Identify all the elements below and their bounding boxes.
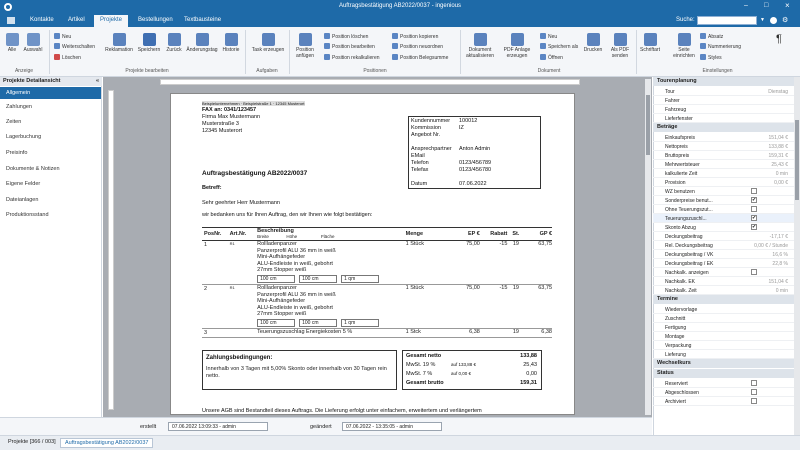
position-reorder-icon [392,43,398,49]
desc-line: Mini-Aufhängefeder [257,254,306,260]
property-row[interactable] [653,133,800,142]
total-label: Gesamt netto [406,353,442,359]
property-label: Lieferfenster [665,116,693,122]
checkbox[interactable] [751,389,757,395]
payment-text: Innerhalb von 3 Tagen mit 5,00% Skonto oder innerhalb von 30 Tagen rein netto. [206,366,387,379]
info-key: Datum [411,181,428,187]
col-hoehe: Höhe [286,234,298,239]
info-value: 0123/456789 [459,160,492,166]
document-page[interactable] [170,93,575,415]
payment-title: Zahlungsbedingungen: [206,355,273,361]
desc-line: ALU-Endleiste in weiß, gebohrt [257,304,333,311]
cell-desc [257,285,405,329]
position-edit-icon [324,43,330,49]
table-row[interactable] [202,241,552,285]
property-value: 151,04 € [768,279,788,285]
info-key: EMail [411,153,425,159]
right-pane-scrollbar-thumb[interactable] [795,120,799,200]
nav-allgemein[interactable]: Allgemein [0,87,101,99]
property-label: Bruttopreis [665,153,690,159]
paragraph-icon [700,33,706,39]
group-label-einstellungen: Einstellungen [702,68,733,74]
position-anfuegen-button[interactable]: Position anfügen [290,33,320,59]
tab-kontakte[interactable]: Kontakte [30,17,54,23]
section-betraege[interactable]: Beträge [653,123,800,132]
position-rekalkulieren-button[interactable]: Position rekalkulieren [324,54,380,61]
recipient-line: Firma Max Mustermann [202,114,261,120]
desc-line: Rollladenpanzer [257,241,297,247]
document-scrollbar-thumb[interactable] [646,95,650,155]
cell-gp: 63,75 [538,241,552,247]
property-value: 0,00 € / Stunde [754,243,788,249]
nummerierung-button[interactable]: Nummerierung [700,43,741,50]
checkbox-checked[interactable]: ✔ [752,197,757,203]
alle-button[interactable]: Alle [3,33,21,53]
pdf-anlage-button[interactable]: PDF Anlage erzeugen [500,33,534,59]
cell-st: 19 [512,329,519,335]
property-row[interactable] [653,379,800,388]
group-label-dokument: Dokument [537,68,561,74]
property-row[interactable] [653,151,800,160]
page-setup-icon [678,33,691,46]
property-label: Einkaufspreis [665,135,696,141]
property-label: Fahrer [665,98,680,104]
col-gp: GP € [539,231,552,237]
cell-pos: 3 [204,330,208,336]
tab-textbausteine[interactable]: Textbausteine [184,17,222,23]
property-row[interactable] [653,341,800,350]
footer-text: Unsere AGB sind Bestandteil dieses Auftrags. Die Lieferung erfolgt unter einfachem, erweitertem und verlängertem [202,408,482,414]
position-copy-icon [392,33,398,39]
desc-line: Panzerprofil ALU 36 mm in weiß [257,291,336,298]
checkbox[interactable] [751,269,757,275]
close-icon[interactable]: × [785,1,790,10]
forward-icon [54,43,60,49]
property-label: Deckungsbeitrag / VK [665,252,714,258]
property-row[interactable] [653,305,800,314]
position-neuordnen-button[interactable]: Position neuordnen [392,43,443,50]
cell-art [230,329,258,338]
property-row[interactable] [653,286,800,295]
property-value: -17,17 € [769,234,788,240]
cell-menge: 1 Stck [405,329,421,335]
speichern-button[interactable]: Speichern [136,33,162,53]
help-icon[interactable] [770,17,777,24]
cell-st: 19 [512,241,519,247]
col-st: St. [512,231,520,237]
save-icon [143,33,156,46]
property-label: Deckungsbeitrag / EK [665,261,714,267]
total-basis: auf 0,00 € [451,371,472,376]
property-row[interactable] [653,314,800,323]
intro-text: wir bedanken uns für Ihren Auftrag, den wir Ihnen wie folgt bestätigen: [202,212,373,218]
search-dropdown-icon[interactable]: ▼ [760,17,765,23]
save-as-icon [540,43,546,49]
property-label: Nachkalk. anzeigen [665,270,709,276]
desc-line: 27mm Stopper weiß [257,267,307,273]
property-row[interactable] [653,323,800,332]
property-row[interactable] [653,187,800,196]
section-termine[interactable]: Termine [653,295,800,304]
collapse-icon[interactable]: « [95,78,99,84]
checkbox-checked[interactable]: ✔ [752,224,757,230]
info-key: Angebot Nr. [411,132,441,138]
total-value: 133,88 [520,353,537,359]
minimize-icon[interactable]: – [744,2,748,9]
cell-desc [257,329,405,338]
dim-hoehe[interactable]: 100 cm [299,319,337,328]
weiterschalten-button[interactable]: Weiterschalten [54,43,95,50]
col-pos: PosNr. [204,231,222,237]
ruler-vertical [108,90,114,410]
window-title: Auftragsbestätigung AB2022/0037 - ingenious [338,3,462,9]
cell-menge: 1 Stück [405,241,424,247]
total-basis: auf 133,88 € [451,362,477,367]
info-key: Telefax [411,167,429,173]
title-bar [0,0,800,14]
position-belegsumme-button[interactable]: Position Belegsumme [392,54,448,61]
table-row[interactable] [202,285,552,329]
property-row[interactable] [653,214,800,223]
doc-new-icon [540,33,546,39]
property-value: 151,04 € [768,135,788,141]
dim-hoehe[interactable]: 100 cm [299,275,337,284]
erstellt-label: erstellt [140,424,157,430]
positions-table [202,227,552,338]
property-label: kalkulierte Zeit [665,171,698,177]
property-label: Nachkalk. EK [665,279,696,285]
document-heading: Auftragsbestätigung AB2022/0037 [202,170,308,177]
cell-rabatt: -15 [499,285,508,291]
tab-bestellungen[interactable]: Bestellungen [138,17,173,23]
property-value: 0,00 € [774,180,788,186]
group-label-projekte: Projekte bearbeiten [125,68,169,74]
cell-art: R1 [229,241,235,246]
group-label-anzeige: Anzeige [14,68,34,74]
property-value: 0 min [775,171,788,177]
property-row[interactable] [653,205,800,214]
col-menge: Menge [405,231,424,237]
total-value: 159,31 [520,380,537,386]
property-label: Lieferung [665,352,686,358]
property-row[interactable] [653,259,800,268]
property-label: Skonto Abzug [665,225,696,231]
property-row[interactable] [653,268,800,277]
property-label: Wiedervorlage [665,307,698,313]
task-icon [262,33,275,46]
desc-line: Mini-Aufhängefeder [257,298,306,304]
total-label: MwSt. 7 % [406,371,433,377]
info-value: 100012 [459,118,478,124]
property-row[interactable] [653,178,800,187]
property-row[interactable] [653,160,800,169]
checkbox[interactable] [751,188,757,194]
info-key: Telefon [411,160,429,166]
group-label-positionen: Positionen [363,68,387,74]
property-label: Verpackung [665,343,692,349]
desc-line: 27mm Stopper weiß [257,311,307,317]
back-icon [168,33,181,46]
total-label: MwSt. 19 % [406,362,436,368]
nav-dateianlagen[interactable]: Dateianlagen [6,197,39,203]
numbering-icon [700,43,706,49]
property-label: Nachkalk. Zeit [665,288,697,294]
property-label: WZ benutzen [665,189,695,195]
property-row[interactable] [653,169,800,178]
absatz-button[interactable]: Absatz [700,33,723,40]
group-label-aufgaben: Aufgaben [256,68,278,74]
reklamation-button[interactable]: Reklamation [104,33,134,53]
nav-zahlungen[interactable]: Zahlungen [6,104,32,110]
cell-st: 19 [512,285,519,291]
recipient-line: 12345 Musterort [202,128,243,134]
section-wechselkurs[interactable]: Wechselkurs [653,359,800,368]
tab-projekte[interactable]: Projekte [94,15,128,27]
dim-breite[interactable]: 100 cm [257,275,295,284]
property-label: Tour [665,89,675,95]
geaendert-label: geändert [310,424,332,430]
property-label: Reserviert [665,381,688,387]
col-art: Art.Nr. [229,231,247,237]
col-flaeche: Fläche [320,234,335,239]
info-value: Anton Admin [459,146,491,152]
geaendert-field[interactable]: 07.06.2022 - 13:35:05 - admin [342,422,442,431]
nav-lagerbuchung[interactable]: Lagerbuchung [6,134,42,140]
table-row[interactable] [202,329,552,338]
open-icon [540,54,546,60]
property-label: Nettopreis [665,144,688,150]
cell-desc [257,241,405,285]
dim-flaeche[interactable]: 1 qm [341,319,379,328]
property-row[interactable] [653,388,800,397]
dokument-aktualisieren-button[interactable]: Dokument aktualisieren [463,33,497,59]
col-rabatt: Rabatt [490,231,508,237]
left-pane-title: Projekte Detailansicht « [0,77,102,86]
desc-line: Rollladenpanzer [257,285,297,291]
section-tourenplanung[interactable]: Tourenplanung [653,77,800,86]
dim-breite[interactable]: 100 cm [257,319,295,328]
position-delete-icon [324,33,330,39]
tab-projekte-list[interactable]: Projekte [366 / 003] [8,439,56,445]
pilcrow-icon[interactable]: ¶ [776,33,782,45]
property-label: Montage [665,334,685,340]
property-label: Teuerungszuschl... [665,216,707,222]
info-key: Ansprechpartner [411,146,452,152]
property-value: 0 min [775,288,788,294]
cell-ep: 75,00 [466,285,480,291]
property-label: Ohne Teuerungszut... [665,207,713,213]
total-value: 0,00 [526,371,537,377]
salutation: Sehr geehrter Herr Mustermann [202,200,280,206]
font-icon [644,33,657,46]
col-breite: Breite [257,234,269,239]
nav-eigene-felder[interactable]: Eigene Felder [6,181,41,187]
property-label: Fertigung [665,325,687,331]
cell-pos: 2 [204,286,208,292]
desc-line: Teuerungszuschlag Energiekosten 5 % [257,329,353,335]
cell-art: R1 [229,285,235,290]
col-ep: EP € [468,231,480,237]
property-row[interactable] [653,96,800,105]
property-label: Sonderpreise benut... [665,198,713,204]
property-row[interactable] [653,87,800,96]
property-label: Deckungsbeitrag [665,234,703,240]
historie-button[interactable]: Historie [220,33,242,53]
schriftart-button[interactable]: Schriftart [638,33,662,53]
property-label: Rel. Deckungsbeitrag [665,243,713,249]
property-row[interactable] [653,397,800,406]
dokument-neu-button[interactable]: Neu [540,33,557,40]
dim-flaeche[interactable]: 1 qm [341,275,379,284]
tab-auftragsbestaetigung[interactable]: Auftragsbestätigung AB2022/0037 [60,438,153,448]
ribbon [0,27,800,77]
property-value: 22,8 % [772,261,788,267]
styles-icon [700,54,706,60]
property-row[interactable] [653,350,800,359]
property-row[interactable] [653,277,800,286]
property-value: 25,43 € [771,162,788,168]
property-row[interactable] [653,250,800,259]
oeffnen-button[interactable]: Öffnen [540,54,563,61]
desc-line: ALU-Endleiste in weiß, gebohrt [257,260,333,267]
property-value: 133,88 € [768,144,788,150]
section-status[interactable]: Status [653,369,800,378]
desc-line: Panzerprofil ALU 36 mm in weiß [257,247,336,254]
betreff-label: Betreff: [202,185,222,191]
position-recalc-icon [324,54,330,60]
nav-zeiten[interactable]: Zeiten [6,119,22,125]
add-position-icon [299,33,312,46]
file-menu-icon[interactable] [7,17,15,24]
cell-gp: 6,38 [541,329,552,335]
fax-line: FAX an: 0341/123457 [202,107,257,113]
info-key: Kommission [411,125,441,131]
seite-einrichten-button[interactable]: Seite einrichten [672,33,696,59]
recipient-line: Musterstraße 3 [202,121,239,127]
cell-menge: 1 Stück [405,285,424,291]
total-label: Gesamt brutto [406,380,444,386]
property-label: Archiviert [665,399,686,405]
property-label: Fahrzeug [665,107,687,113]
settings-icon[interactable]: ⚙ [782,17,789,24]
delete-icon [54,54,60,60]
info-value: IZ [459,125,464,131]
total-value: 25,43 [523,362,537,368]
print-icon [587,33,600,46]
position-kopieren-button[interactable]: Position kopieren [392,33,438,40]
erstellt-field[interactable]: 07.06.2022 13:09:33 - admin [168,422,268,431]
pdf-icon [511,33,524,46]
property-row[interactable] [653,332,800,341]
loeschen-button[interactable]: Löschen [54,54,81,61]
cell-rabatt [480,329,508,338]
property-row[interactable] [653,142,800,151]
nav-produktionsstand[interactable]: Produktionsstand [6,212,49,218]
cell-rabatt: -15 [499,241,508,247]
history-icon [225,33,238,46]
position-sum-icon [392,54,398,60]
sender-line: Beispielunternehmen · Beispielstraße 1 · 12345 Musterort [202,101,305,106]
position-bearbeiten-button[interactable]: Position bearbeiten [324,43,375,50]
property-value: 159,31 € [768,153,788,159]
checkbox-checked[interactable]: ✔ [752,215,757,221]
checkbox[interactable] [751,380,757,386]
checkbox[interactable] [751,206,757,212]
complaint-icon [113,33,126,46]
cell-ep: 6,38 [469,329,480,335]
send-pdf-icon [614,33,627,46]
app-logo-icon [4,3,12,11]
refresh-icon [474,33,487,46]
property-label: Mehrwertsteuer [665,162,700,168]
info-value: 07.06.2022 [459,181,487,187]
filter-icon [27,33,40,46]
property-label: Zuschnitt [665,316,686,322]
cell-gp: 63,75 [538,285,552,291]
property-label: Provision [665,180,686,186]
info-key: Kundennummer [411,118,451,124]
maximize-icon[interactable]: □ [764,2,769,9]
task-erzeugen-button[interactable]: Task erzeugen [250,33,286,53]
cell-pos: 1 [204,242,208,248]
als-pdf-senden-button[interactable]: Als PDF senden [607,33,633,59]
property-row[interactable] [653,223,800,232]
nav-preisinfo[interactable]: Preisinfo [6,150,28,156]
position-loeschen-button[interactable]: Position löschen [324,33,368,40]
aenderungstag-button[interactable]: Änderungstag [186,33,218,53]
nav-dokumente-notizen[interactable]: Dokumente & Notizen [6,166,60,172]
info-value: 0123/456780 [459,167,492,173]
list-icon [6,33,19,46]
property-row[interactable] [653,232,800,241]
property-row[interactable] [653,241,800,250]
property-value: 16,6 % [772,252,788,258]
property-value: Dienstag [768,89,788,95]
zurueck-button[interactable]: Zurück [163,33,185,53]
ruler-horizontal [160,79,580,85]
property-label: Abgeschlossen [665,390,699,396]
status-bar [0,435,800,450]
checkbox[interactable] [751,398,757,404]
menu-bar [0,14,800,27]
new-icon [54,33,60,39]
search-input[interactable] [697,16,757,25]
calendar-icon [196,33,209,46]
tab-artikel[interactable]: Artikel [68,17,85,23]
property-row[interactable] [653,105,800,114]
property-row[interactable] [653,196,800,205]
search-label: Suche: [676,17,695,23]
styles-button[interactable]: Styles [700,54,722,61]
property-row[interactable] [653,114,800,123]
bottom-info-bar [0,417,652,435]
auswahl-button[interactable]: Auswahl [22,33,44,53]
drucken-button[interactable]: Drucken [581,33,605,53]
neu-button[interactable]: Neu [54,33,71,40]
col-desc: Beschreibung [257,228,294,234]
speichern-als-button[interactable]: Speichern als [540,43,578,50]
cell-ep: 75,00 [466,241,480,247]
